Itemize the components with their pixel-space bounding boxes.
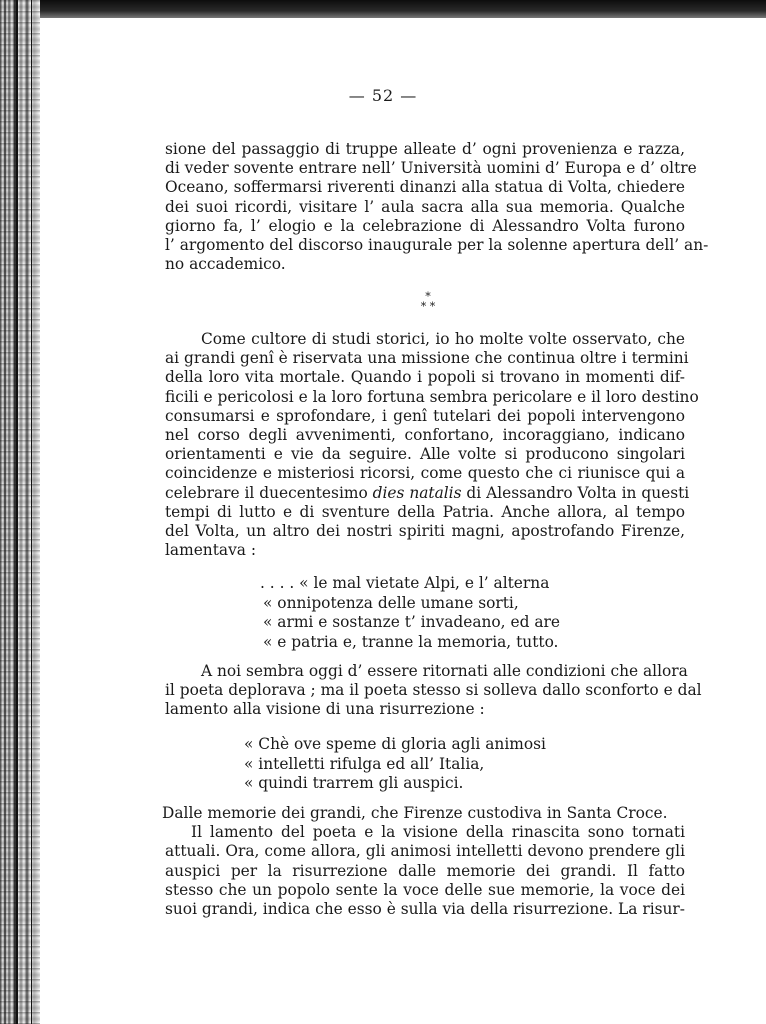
text-line: Dalle memorie dei grandi, che Firenze custodiva in Santa Croce. xyxy=(162,804,668,822)
asterism-bottom: * * xyxy=(420,300,436,313)
latin-phrase: dies natalis xyxy=(372,483,462,502)
text-line: nel corso degli avvenimenti, confortano, incoraggiano, indicano xyxy=(165,426,685,445)
text-line: coincidenze e misteriosi ricorsi, come questo che ci riunisce qui a xyxy=(165,464,685,483)
text-line: tempi di lutto e di sventure della Patria. Anche allora, al tempo xyxy=(165,502,685,521)
page-number: — 52 — xyxy=(348,86,418,105)
verse-line: « Chè ove speme di gloria agli animosi xyxy=(244,735,546,753)
scan-top-edge xyxy=(0,0,766,18)
text-line: l’ argomento del discorso inaugurale per la solenne apertura dell’ an- xyxy=(165,236,709,255)
paragraph-2 xyxy=(165,330,699,560)
text-line: ficili e pericolosi e la loro fortuna sembra pericolare e il loro destino xyxy=(165,387,699,406)
text-line: suoi grandi, indica che esso è sulla via della risurrezione. La risur- xyxy=(165,900,685,919)
text-line: Il lamento del poeta e la visione della rinascita sono tornati xyxy=(191,823,685,842)
binding-line xyxy=(16,0,18,1024)
text-line: stesso che un popolo sente la voce delle sue memorie, la voce dei xyxy=(165,880,685,899)
paragraph-1 xyxy=(165,140,709,274)
verse-line: « onnipotenza delle umane sorti, xyxy=(263,593,519,612)
text-line: consumarsi e sprofondare, i genî tutelari dei popoli intervengono xyxy=(165,406,685,425)
text-line: attuali. Ora, come allora, gli animosi intelletti devono prendere gli xyxy=(165,842,685,861)
verse-line: « armi e sostanze t’ invadeano, ed are xyxy=(263,613,560,632)
text-line: lamentava : xyxy=(165,541,257,560)
text-line xyxy=(165,483,690,503)
text-line: Oceano, soffermarsi riverenti dinanzi alla statua di Volta, chiedere xyxy=(165,178,685,197)
paragraph-3 xyxy=(165,662,702,720)
binding-line xyxy=(31,0,32,1024)
text-line: no accademico. xyxy=(165,255,286,274)
asterism-top: * xyxy=(425,290,431,303)
book-binding-edge xyxy=(0,0,40,1024)
text-line: il poeta deplorava ; ma il poeta stesso si solleva dallo sconforto e dal xyxy=(165,681,702,700)
text-line: A noi sembra oggi d’ essere ritornati alle condizioni che allora xyxy=(201,662,688,680)
verse-line: « intelletti rifulga ed all’ Italia, xyxy=(244,754,485,773)
text-line: ai grandi genî è riservata una missione che continua oltre i termini xyxy=(165,349,689,368)
text-segment: di Alessandro Volta in questi xyxy=(466,483,690,502)
verse-quote-2 xyxy=(244,735,546,794)
text-line: del Volta, un altro dei nostri spiriti magni, apostrofando Firenze, xyxy=(165,522,685,541)
text-line: giorno fa, l’ elogio e la celebrazione di Alessandro Volta furono xyxy=(165,216,685,235)
text-line: sione del passaggio di truppe alleate d’ ogni provenienza e razza, xyxy=(165,140,685,158)
text-segment: celebrare il duecentesimo xyxy=(165,483,368,502)
text-line: di veder sovente entrare nell’ Università uomini d’ Europa e d’ oltre xyxy=(165,159,697,178)
verse-line: « quindi trarrem gli auspici. xyxy=(244,774,464,793)
text-line: auspici per la risurrezione dalle memorie dei grandi. Il fatto xyxy=(165,861,685,880)
text-line: lamento alla visione di una risurrezione : xyxy=(165,700,485,719)
verse-line: . . . . « le mal vietate Alpi, e l’ alterna xyxy=(260,574,550,592)
text-line: dei suoi ricordi, visitare l’ aula sacra alla sua memoria. Qualche xyxy=(165,197,685,216)
paragraph-4 xyxy=(162,804,685,919)
text-line: della loro vita mortale. Quando i popoli si trovano in momenti dif- xyxy=(165,368,685,387)
verse-line: « e patria e, tranne la memoria, tutto. xyxy=(263,632,559,651)
verse-quote-1 xyxy=(260,574,560,652)
text-line: Come cultore di studi storici, io ho molte volte osservato, che xyxy=(201,330,685,348)
text-line: orientamenti e vie da seguire. Alle volte si producono singolari xyxy=(165,445,685,464)
section-asterism xyxy=(416,292,440,314)
